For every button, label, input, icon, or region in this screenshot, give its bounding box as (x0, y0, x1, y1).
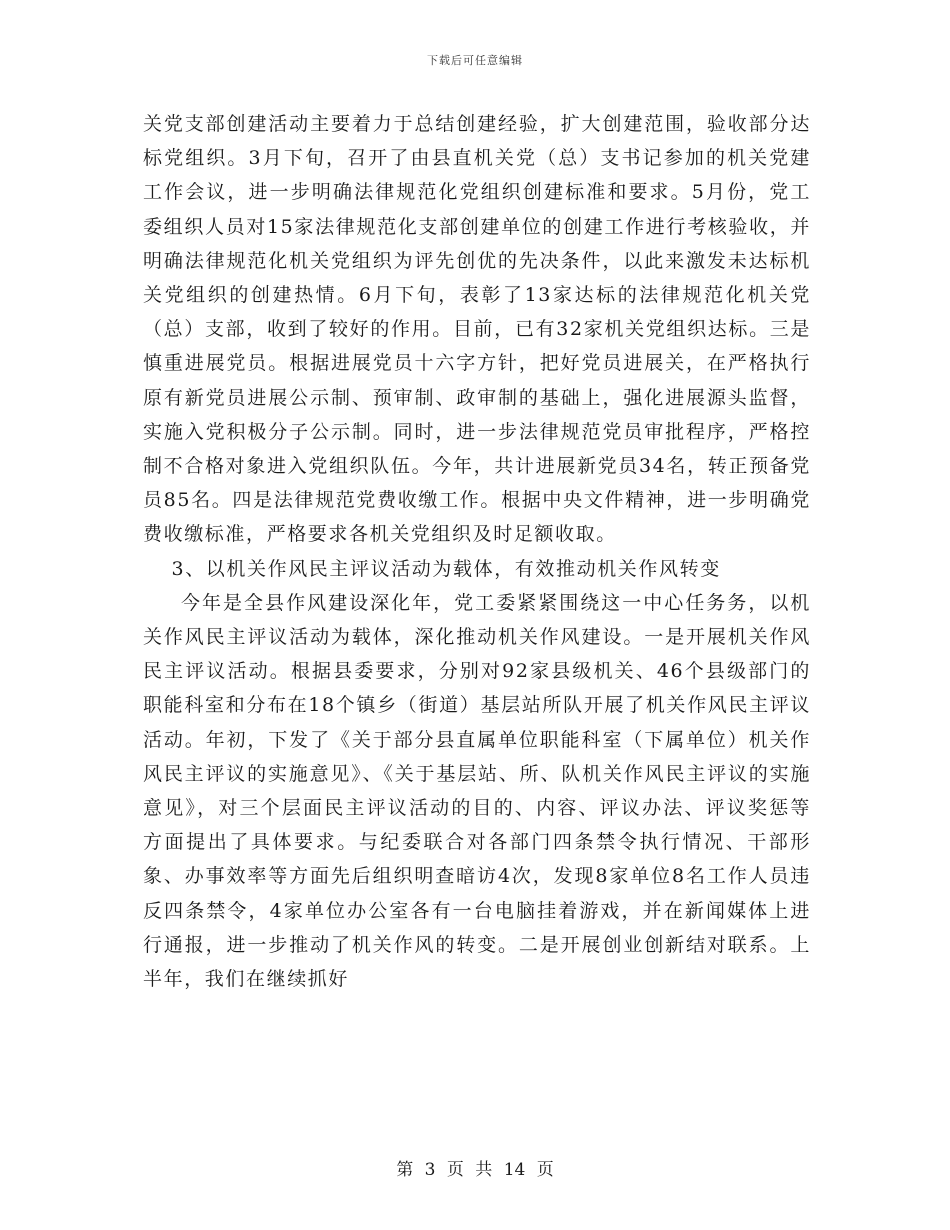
document-body (143, 107, 811, 996)
page-footer (0, 1155, 950, 1180)
page-word: 页 (446, 1160, 464, 1180)
page-total: 14 (503, 1160, 526, 1180)
total-word: 共 (475, 1160, 493, 1180)
section-heading-3: 3、以机关作风民主评议活动为载体，有效推动机关作风转变 (171, 557, 721, 580)
page-suffix: 页 (536, 1160, 554, 1180)
page-header-note: 下载后可任意编辑 (427, 54, 523, 67)
page-number: 3 (424, 1160, 436, 1180)
body-paragraph-1: 关党支部创建活动主要着力于总结创建经验，扩大创建范围，验收部分达标党组织。3月下旬，召开了由县直机关党（总）支书记参加的机关党建工作会议，进一步明确法律规范化党组织创建标准和要求。5月份，党工委组织人员对15家法律规范化支部创建单位的创建工作进行考核验收，并明确法律规范化机关党组织为评先创优的先决条件，以此来激发未达标机关党组织的创建热情。6月下旬，表彰了13家达标的法律规范化机关党（总）支部，收到了较好的作用。目前，已有32家机关党组织达标。三是慎重进展党员。根据进展党员十六字方针，把好党员进展关，在严格执行原有新党员进展公示制、预审制、政审制的基础上，强化进展源头监督，实施入党积极分子公示制。同时，进一步法律规范党员审批程序，严格控制不合格对象进入党组织队伍。今年，共计进展新党员34名，转正预备党员85名。四是法律规范党费收缴工作。根据中央文件精神，进一步明确党费收缴标准，严格要求各机关党组织及时足额收取。 (143, 113, 811, 546)
page-prefix: 第 (396, 1160, 414, 1180)
body-paragraph-2: 今年是全县作风建设深化年，党工委紧紧围绕这一中心任务务，以机关作风民主评议活动为载体，深化推动机关作风建设。一是开展机关作风民主评议活动。根据县委要求，分别对92家县级机关、46个县级部门的职能科室和分布在18个镇乡（街道）基层站所队开展了机关作风民主评议活动。年初，下发了《关于部分县直属单位职能科室（下属单位）机关作风民主评议的实施意见》、《关于基层站、所、队机关作风民主评议的实施意见》，对三个层面民主评议活动的目的、内容、评议办法、评议奖惩等方面提出了具体要求。与纪委联合对各部门四条禁令执行情况、干部形象、办事效率等方面先后组织明查暗访4次，发现8家单位8名工作人员违反四条禁令，4家单位办公室各有一台电脑挂着游戏，并在新闻媒体上进行通报，进一步推动了机关作风的转变。二是开展创业创新结对联系。上半年，我们在继续抓好 (143, 591, 811, 991)
